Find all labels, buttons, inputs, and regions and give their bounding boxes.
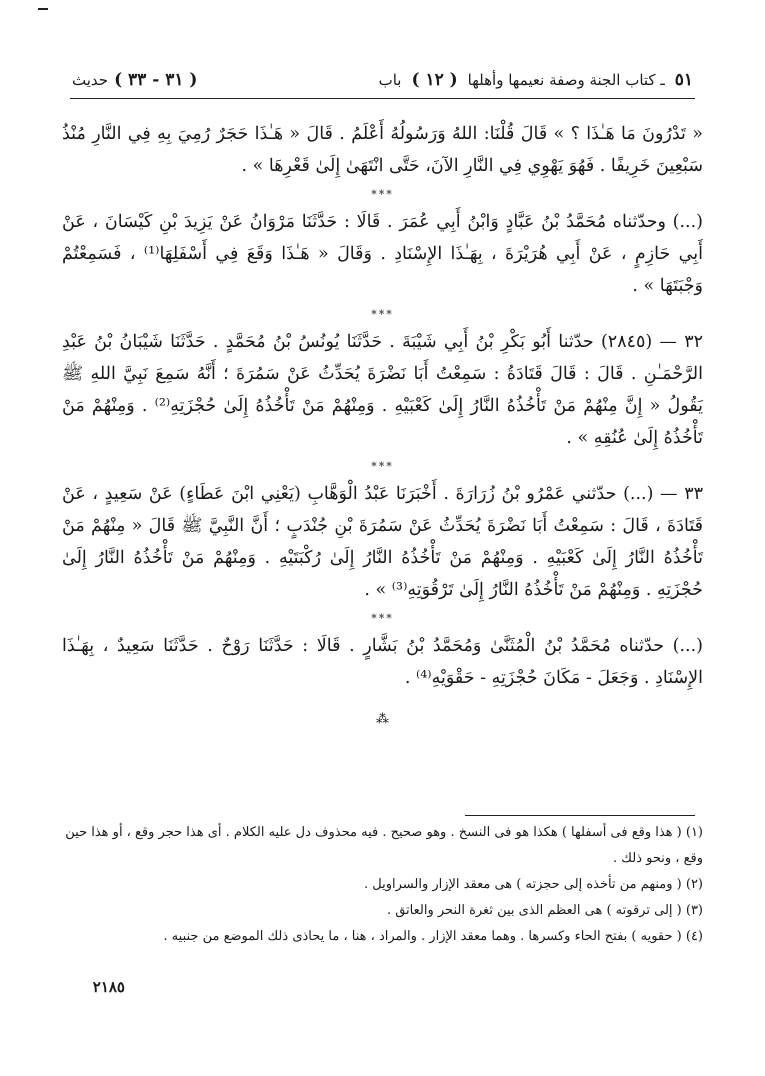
running-header <box>72 66 693 94</box>
header-hadith-range: ( ٣١ - ٣٣ ) <box>114 70 198 90</box>
header-hadith-label: حديث <box>72 71 109 89</box>
separator-stars: *** <box>371 460 394 473</box>
footnote-rule <box>465 815 695 816</box>
header-rule <box>70 98 695 99</box>
header-right <box>379 70 693 90</box>
hadith-paragraph: « تَدْرُونَ مَا هَـٰذَا ؟ » قَالَ قُلْنَا: اللهُ وَرَسُولُهُ أَعْلَمُ . قَالَ « هَـٰذَا حَجَرٌ رُمِيَ بِهِ فِي النَّارِ مُنْذُ سَبْعِينَ خَرِيفًا . فَهُوَ يَهْوِي فِي النَّارِ الآنَ، حَتَّى انْتَهَىٰ إِلَىٰ قَعْرِهَا » . <box>62 124 703 176</box>
footnote: (٤) ( حقويه ) بفتح الحاء وكسرها . وهما معقد الإزار . والمراد ، هنا ، ما يحاذى ذلك الموضع من جنبيه . <box>163 929 703 944</box>
header-left <box>72 70 197 90</box>
separator-stars: *** <box>371 188 394 201</box>
separator-stars: *** <box>371 612 394 625</box>
page-footer-number: ٢١٨٥ <box>92 978 125 996</box>
separator-stars: *** <box>371 308 394 321</box>
footnote: (١) ( هذا وقع فى أسفلها ) هكذا هو فى النسخ . وهو صحيح . فيه محذوف دل عليه الكلام . أى هذا حجر وقع ، أو هذا حين وقع ، ونحو ذلك . <box>65 825 703 866</box>
hadith-paragraph: (...) حدّثناه مُحَمَّدُ بْنُ الْمُثَنَّىٰ وَمُحَمَّدُ بْنُ بَشَّارٍ . قَالَا : حَدَّثَنَا رَوْحٌ . حَدَّثَنَا سَعِيدٌ ، بِهَـٰذَا الإِسْنَادِ . وَجَعَلَ - مَكَانَ حُجْزَتِهِ - حَقْوَيْهِ⁽⁴⁾ . <box>62 636 703 688</box>
hadith-paragraph: (...) وحدّثناه مُحَمَّدُ بْنُ عَبَّادٍ وَابْنُ أَبِي عُمَرَ . قَالَا : حَدَّثَنَا مَرْوَانُ عَنْ يَزِيدَ بْنِ كَيْسَانَ ، عَنْ أَبِي حَازِمٍ ، عَنْ أَبِي هُرَيْرَةَ ، بِهَـٰذَا الإِسْنَادِ . وَقَالَ « هَـٰذَا وَقَعَ فِي أَسْفَلِهَا⁽¹⁾ ، فَسَمِعْتُمْ وَجْبَتَهَا » . <box>62 212 703 296</box>
footnote: (٢) ( ومنهم من تأخذه إلى حجزته ) هى معقد الإزار والسراويل . <box>363 877 703 892</box>
header-chapter-label: باب <box>378 71 402 89</box>
footnotes <box>62 820 703 950</box>
corner-mark <box>38 8 48 10</box>
hadith-body <box>62 118 703 736</box>
header-chapter-number: ( ١٢ ) <box>411 70 458 90</box>
header-page-number: ٥١ <box>674 70 693 90</box>
hadith-paragraph: ٣٣ — (...) حدّثني عَمْرُو بْنُ زُرَارَةَ . أَخْبَرَنَا عَبْدُ الْوَهَّابِ (يَعْنِي ابْنَ عَطَاءٍ) عَنْ سَعِيدٍ ، عَنْ قَتَادَةَ ، قَالَ : سَمِعْتُ أَبَا نَضْرَةَ يُحَدِّثُ عَنْ سَمُرَةَ بْنِ جُنْدَبٍ ؛ أَنَّ النَّبِيَّ ﷺ قَالَ « مِنْهُمْ مَنْ تَأْخُذُهُ النَّارُ إِلَىٰ كَعْبَيْهِ . وَمِنْهُمْ مَنْ تَأْخُذُهُ النَّارُ إِلَىٰ رُكْبَتَيْهِ . وَمِنْهُمْ مَنْ تَأْخُذُهُ النَّارُ إِلَىٰ حُجْزَتِهِ . وَمِنْهُمْ مَنْ تَأْخُذُهُ النَّارُ إِلَىٰ تَرْقُوَتِهِ⁽³⁾ » . <box>62 484 703 600</box>
header-book-title: ـ كتاب الجنة وصفة نعيمها وأهلها <box>467 71 665 89</box>
footnote: (٣) ( إلى ترقوته ) هى العظم الذى بين ثغرة النحر والعاتق . <box>386 903 703 918</box>
end-mark: ⁂ <box>376 712 389 727</box>
hadith-paragraph: ٣٢ — (٢٨٤٥) حدّثنا أَبُو بَكْرِ بْنُ أَبِي شَيْبَةَ . حَدَّثَنَا يُونُسُ بْنُ مُحَمَّدٍ . حَدَّثَنَا شَيْبَانُ بْنُ عَبْدِ الرَّحْمَـٰنِ . قَالَ : قَالَ قَتَادَةُ : سَمِعْتُ أَبَا نَضْرَةَ يُحَدِّثُ عَنْ سَمُرَةَ ؛ أَنَّهُ سَمِعَ نَبِيَّ اللهِ ﷺ يَقُولُ « إِنَّ مِنْهُمْ مَنْ تَأْخُذُهُ النَّارُ إِلَىٰ كَعْبَيْهِ . وَمِنْهُمْ مَنْ تَأْخُذُهُ إِلَىٰ حُجْزَتِهِ⁽²⁾ . وَمِنْهُمْ مَنْ تَأْخُذُهُ إِلَىٰ عُنُقِهِ » . <box>62 332 703 448</box>
